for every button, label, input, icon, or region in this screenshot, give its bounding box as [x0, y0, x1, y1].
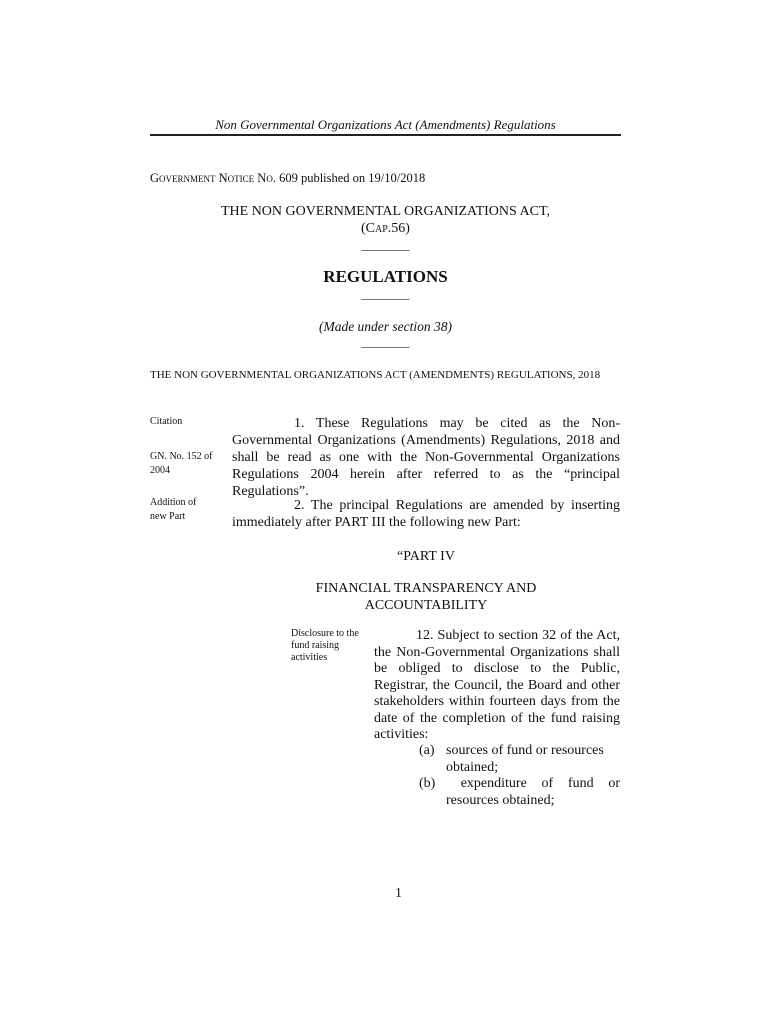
paragraph-1: 1. These Regulations may be cited as the Non-Governmental Organizations (Amendments) Regulations, 2018 and shall be read as one with the Non-Governmental Organizations Regulations 2004 herein after referred to as the “principal Regulations”. [232, 416, 620, 499]
header-rule [150, 134, 621, 136]
made-under-block [150, 319, 621, 350]
made-under: (Made under section 38) [318, 319, 453, 334]
act-divider: ________ [361, 238, 410, 252]
list-item-b-line-1 [419, 776, 620, 793]
list-item-a-line-2: obtained; [446, 759, 499, 775]
regulations-full-title: THE NON GOVERNMENTAL ORGANIZATIONS ACT (AMENDMENTS) REGULATIONS, 2018 [150, 369, 601, 381]
part-title-line-2: ACCOUNTABILITY [364, 598, 488, 613]
list-item-b-word-3: fund [567, 776, 594, 791]
margin-note-citation: Citation [150, 416, 183, 427]
margin-note-disclosure: Disclosure to the fund raising activities [291, 628, 359, 663]
margin-note-addition: Addition of new Part [150, 497, 197, 522]
notice-text: 609 published on 19/10/2018 [275, 171, 426, 185]
list-item-b-word-2: of [541, 776, 554, 791]
list-item-b-label: (b) [419, 776, 436, 791]
page-number: 1 [395, 886, 402, 901]
made-under-divider: ________ [361, 335, 410, 349]
list-item-b-line-2: resources obtained; [446, 792, 555, 808]
regulations-title: REGULATIONS [323, 267, 448, 286]
list-item-a-label: (a) [419, 743, 435, 758]
regulations-divider: ________ [361, 287, 410, 301]
regulations-title-block [150, 267, 621, 302]
list-item-a [419, 743, 620, 776]
paragraph-2: 2. The principal Regulations are amended by inserting immediately after PART III the following new Part: [232, 498, 620, 530]
part-title-line-1: FINANCIAL TRANSPARENCY AND [315, 581, 537, 596]
list-item-b [419, 776, 620, 809]
margin-note-gn-ref: GN. No. 152 of 2004 [150, 451, 213, 476]
act-cap: (Cap.56) [361, 221, 410, 236]
list-item-b-word-4: or [608, 776, 620, 791]
act-title: THE NON GOVERNMENTAL ORGANIZATIONS ACT, [220, 204, 551, 219]
part-title [232, 580, 620, 614]
part-heading: “PART IV [397, 549, 455, 564]
running-header: Non Governmental Organizations Act (Amendments) Regulations [215, 117, 556, 132]
government-notice [150, 171, 425, 186]
list-item-a-line-1: sources of fund or resources [446, 743, 604, 758]
list-item-b-word-1: expenditure [460, 776, 527, 791]
notice-prefix: Government Notice No. [150, 171, 276, 185]
section-12: 12. Subject to section 32 of the Act, the Non-Governmental Organizations shall be obliged to disclose to the Public, Registrar, the Council, the Board and other stakeholders within fourteen days from the date of the completion of the fund raising activities: [374, 628, 620, 742]
act-title-block [150, 203, 621, 254]
